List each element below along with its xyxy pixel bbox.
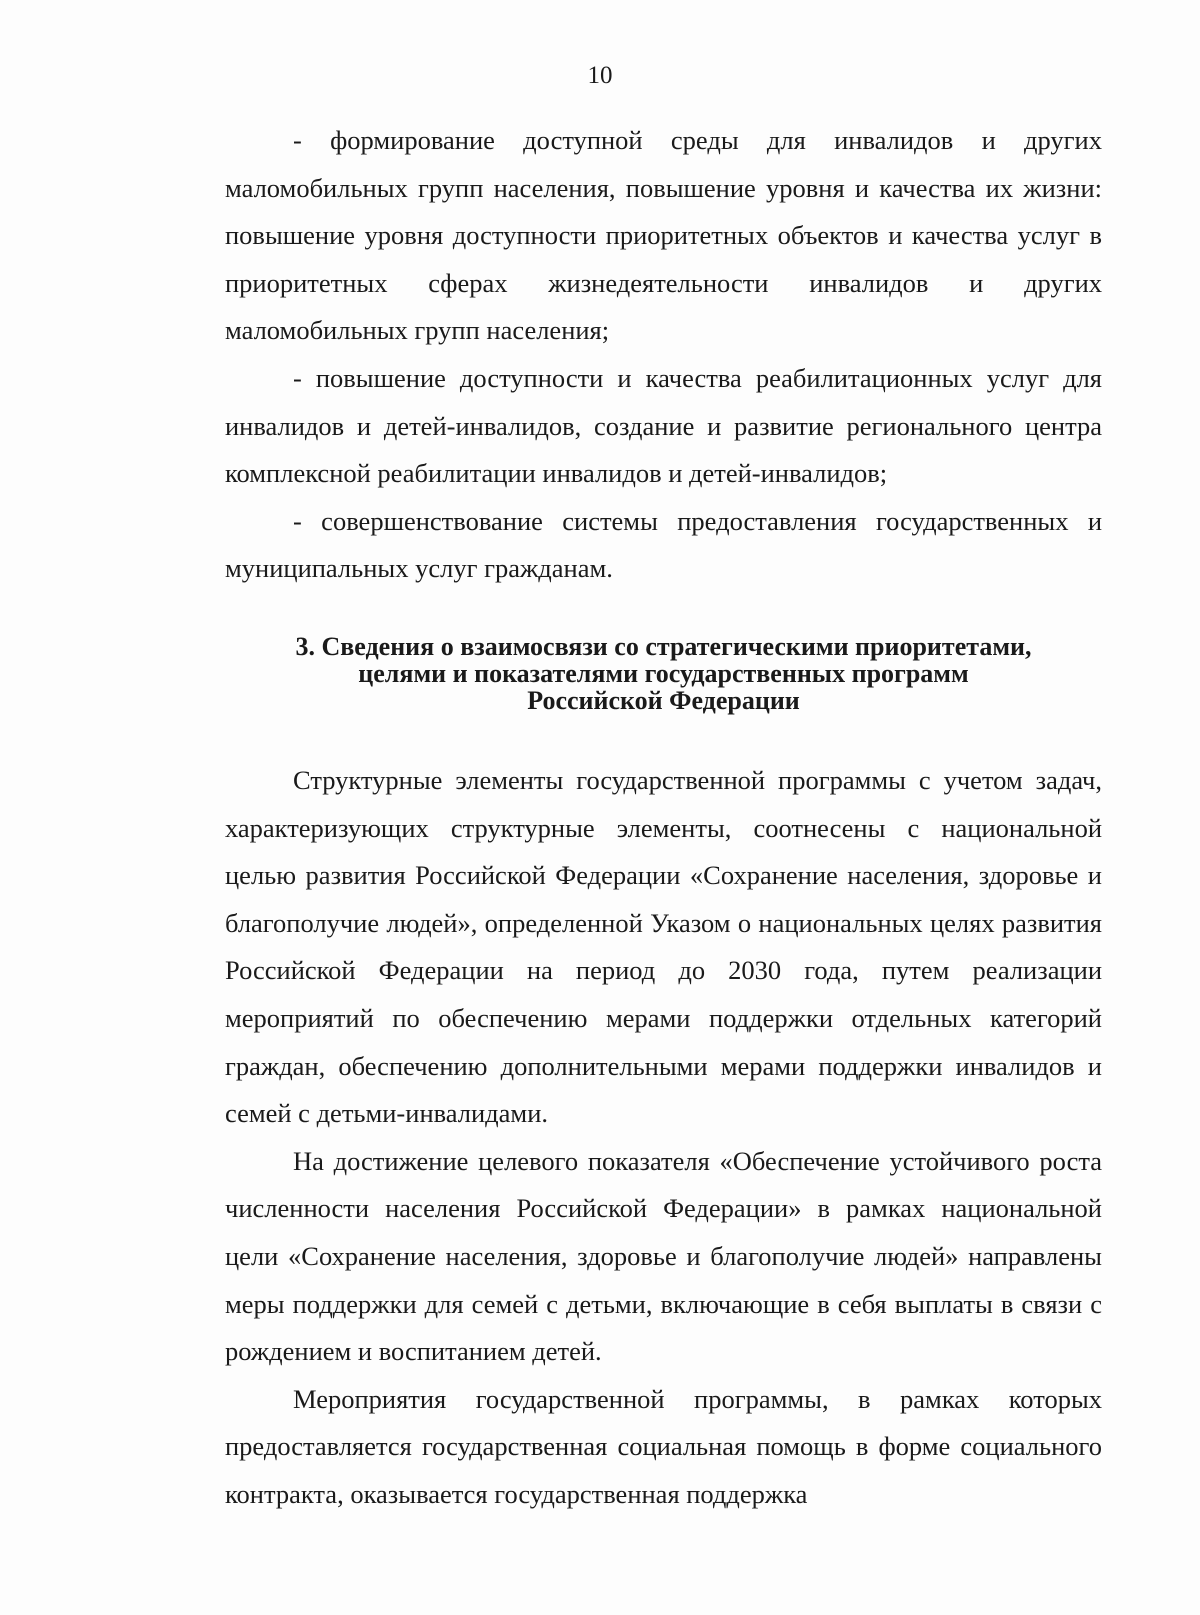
- section-heading-line: Российской Федерации: [527, 686, 800, 715]
- section-heading-line: 3. Сведения о взаимосвязи со стратегическими приоритетами,: [295, 632, 1032, 661]
- section-heading: [225, 633, 1102, 714]
- section-body: [225, 757, 1102, 1519]
- list-item-accessible-environment: - формирование доступной среды для инвалидов и других маломобильных групп населения, повышение уровня и качества их жизни: повышение уровня доступности приоритетных объектов и качества услуг в приоритетных сферах жизнедеятельности инвалидов и других маломобильных групп населения;: [225, 125, 1102, 346]
- list-item-public-services: - совершенствование системы предоставления государственных и муниципальных услуг гражданам.: [225, 505, 1102, 584]
- page-number: 10: [587, 62, 613, 89]
- paragraph-structural-elements: Структурные элементы государственной программы с учетом задач, характеризующих структурные элементы, соотнесены с национальной целью развития Российской Федерации «Сохранение населения, здоровье и благополучие людей», определенной Указом о национальных целях развития Российской Федерации на период до 2030 года, путем реализации мероприятий по обеспечению мерами поддержки отдельных категорий граждан, обеспечению дополнительными мерами поддержки инвалидов и семей с детьми-инвалидами.: [225, 765, 1102, 1129]
- paragraph-population-growth: На достижение целевого показателя «Обеспечение устойчивого роста численности населения Российской Федерации» в рамках национальной цели «Сохранение населения, здоровье и благополучие людей» направлены меры поддержки для семей с детьми, включающие в себя выплаты в связи с рождением и воспитанием детей.: [225, 1145, 1102, 1367]
- list-item-rehabilitation-services: - повышение доступности и качества реабилитационных услуг для инвалидов и детей-инвалидов, создание и развитие регионального центра комплексной реабилитации инвалидов и детей-инвалидов;: [225, 362, 1102, 489]
- list-block: [225, 117, 1102, 593]
- section-heading-line: целями и показателями государственных программ: [358, 659, 969, 688]
- paragraph-social-contract: Мероприятия государственной программы, в рамках которых предоставляется государственная социальная помощь в форме социального контракта, оказывается государственная поддержка: [225, 1383, 1102, 1509]
